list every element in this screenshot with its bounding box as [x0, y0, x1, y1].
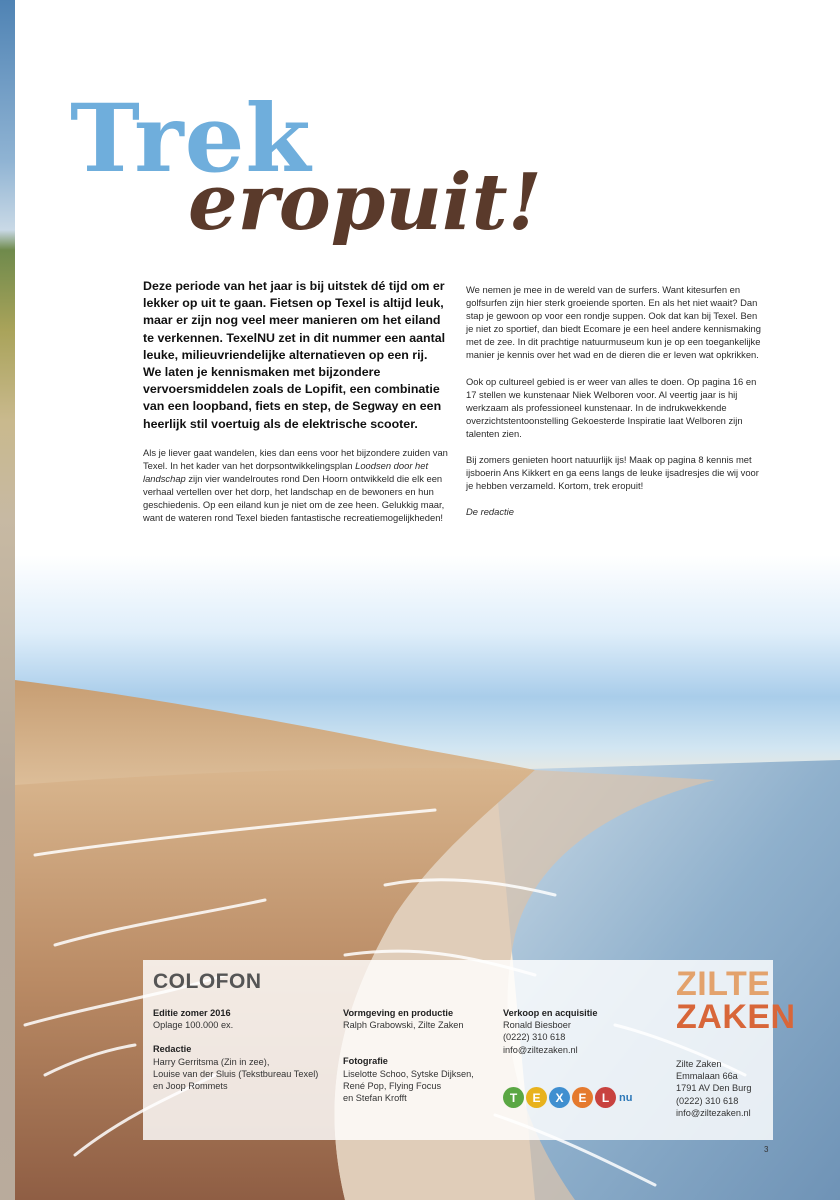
sales-contact: Ronald Biesboer [503, 1020, 571, 1031]
body-text: zijn vier wandelroutes rond Den Hoorn ontwikkeld die elk een verhaal vertellen over het dorp, het landschap en de bewoners en hun geschiedenis. Op een eiland kun je niet om de zee heen. Gelukkig maar, want de wateren rond Texel bieden fantastische recreatiemogelijkheden! [143, 473, 445, 524]
design-credit: Ralph Grabowski, Zilte Zaken [343, 1020, 464, 1031]
edition-block [153, 1007, 318, 1092]
plan-name: Loodsen door het landschap [143, 459, 429, 485]
edition-run: Oplage 100.000 ex. [153, 1020, 234, 1031]
sales-phone: (0222) 310 618 [503, 1032, 566, 1043]
logo-line-2: ZAKEN [676, 998, 796, 1036]
sales-label: Verkoop en acquisitie [503, 1008, 598, 1018]
texelnu-logo [503, 1087, 632, 1108]
body-paragraph: Ook op cultureel gebied is er weer van alles te doen. Op pagina 16 en 17 stellen we kunstenaar Niek Welboren voor. Al veertig jaar is hij werkzaam als professioneel kunstenaar. In de indrukwekkende overzichtstentoonstelling Gekoesterde Inspiratie laat Welboren zijn talenten zien. [466, 375, 757, 439]
logo-line-1: ZILTE [676, 965, 771, 1003]
photo-credit: Liselotte Schoo, Sytske Dijksen, [343, 1068, 474, 1079]
title-eropuit: eropuit! [188, 157, 542, 248]
body-paragraph: We nemen je mee in de wereld van de surfers. Want kitesurfen en golfsurfen zijn hier sterk groeiende sporten. En als het niet waait? Dan stap je gewoon op voor een rondje suppen. Ook dat kan bij Texel. Ben je niet zo sportief, dan biedt Ecomare je een heel andere kennismaking met de zee. In dit prachtige natuurmuseum kun je op een toegankelijke manier je kennis over het wad en de dieren die er leven wat opkrikken. [466, 284, 761, 361]
sales-email[interactable]: info@ziltezaken.nl [503, 1044, 578, 1055]
publisher-address [676, 1058, 751, 1119]
sales-block [503, 1007, 597, 1056]
editor-name: Harry Gerritsma (Zin in zee), [153, 1056, 270, 1067]
edition-label: Editie zomer 2016 [153, 1008, 231, 1018]
texel-logo-letter: L [595, 1087, 616, 1108]
zilte-zaken-logo [676, 965, 796, 1036]
body-text: Als je liever gaat wandelen, kies dan eens voor het bijzondere zuiden van Texel. In het kader van het dorpsontwikkelingsplan [143, 446, 448, 471]
page-number: 3 [764, 1145, 769, 1154]
texel-logo-letter: E [572, 1087, 593, 1108]
editor-name: Louise van der Sluis (Tekstbureau Texel) [153, 1068, 319, 1079]
signature [466, 505, 766, 518]
publisher-city: 1791 AV Den Burg [676, 1083, 752, 1094]
article-column-left [143, 278, 448, 537]
lead-paragraph: Deze periode van het jaar is bij uitstek dé tijd om er lekker op uit te gaan. Fietsen op Texel is altijd leuk, maar er zijn nog veel meer manieren om het eiland te verkennen. TexelNU zet in dit nummer een aantal leuke, milieuvriendelijke alternatieven op een rij. We laten je kennismaken met bijzondere vervoersmiddelen zoals de Lopifit, een combinatie van een loopband, fiets en step, de Segway en een heerlijk stil voertuig als de elektrische scooter. [143, 279, 446, 431]
publisher-phone: (0222) 310 618 [676, 1095, 739, 1106]
publisher-street: Emmalaan 66a [676, 1071, 738, 1082]
title-trek: Trek [70, 84, 312, 194]
texel-logo-letter: E [526, 1087, 547, 1108]
photo-label: Fotografie [343, 1056, 388, 1067]
colofon-heading: COLOFON [153, 970, 262, 993]
editors-label: Redactie [153, 1044, 192, 1055]
article-column-right [466, 283, 766, 531]
photo-credit: René Pop, Flying Focus [343, 1080, 442, 1091]
texel-logo-letter: T [503, 1087, 524, 1108]
texel-logo-suffix: nu [619, 1091, 633, 1104]
colofon-box [143, 960, 796, 1140]
signature-text: De redactie [466, 506, 514, 518]
design-label: Vormgeving en productie [343, 1008, 454, 1018]
body-paragraph: Bij zomers genieten hoort natuurlijk ijs! Maak op pagina 8 kennis met ijsboerin Ans Kikkert en ga eens langs de leuke ijsadresjes die wij voor je hebben verzameld. Kortom, trek eropuit! [466, 454, 759, 492]
photo-credit: en Stefan Krofft [343, 1093, 407, 1104]
texel-logo-letter: X [549, 1087, 570, 1108]
design-block [343, 1007, 474, 1104]
publisher-name: Zilte Zaken [676, 1059, 722, 1069]
publisher-email[interactable]: info@ziltezaken.nl [676, 1107, 751, 1118]
editor-name: en Joop Rommets [153, 1081, 228, 1092]
body-paragraph [143, 446, 448, 525]
adjacent-page-photo-strip [0, 0, 15, 1200]
